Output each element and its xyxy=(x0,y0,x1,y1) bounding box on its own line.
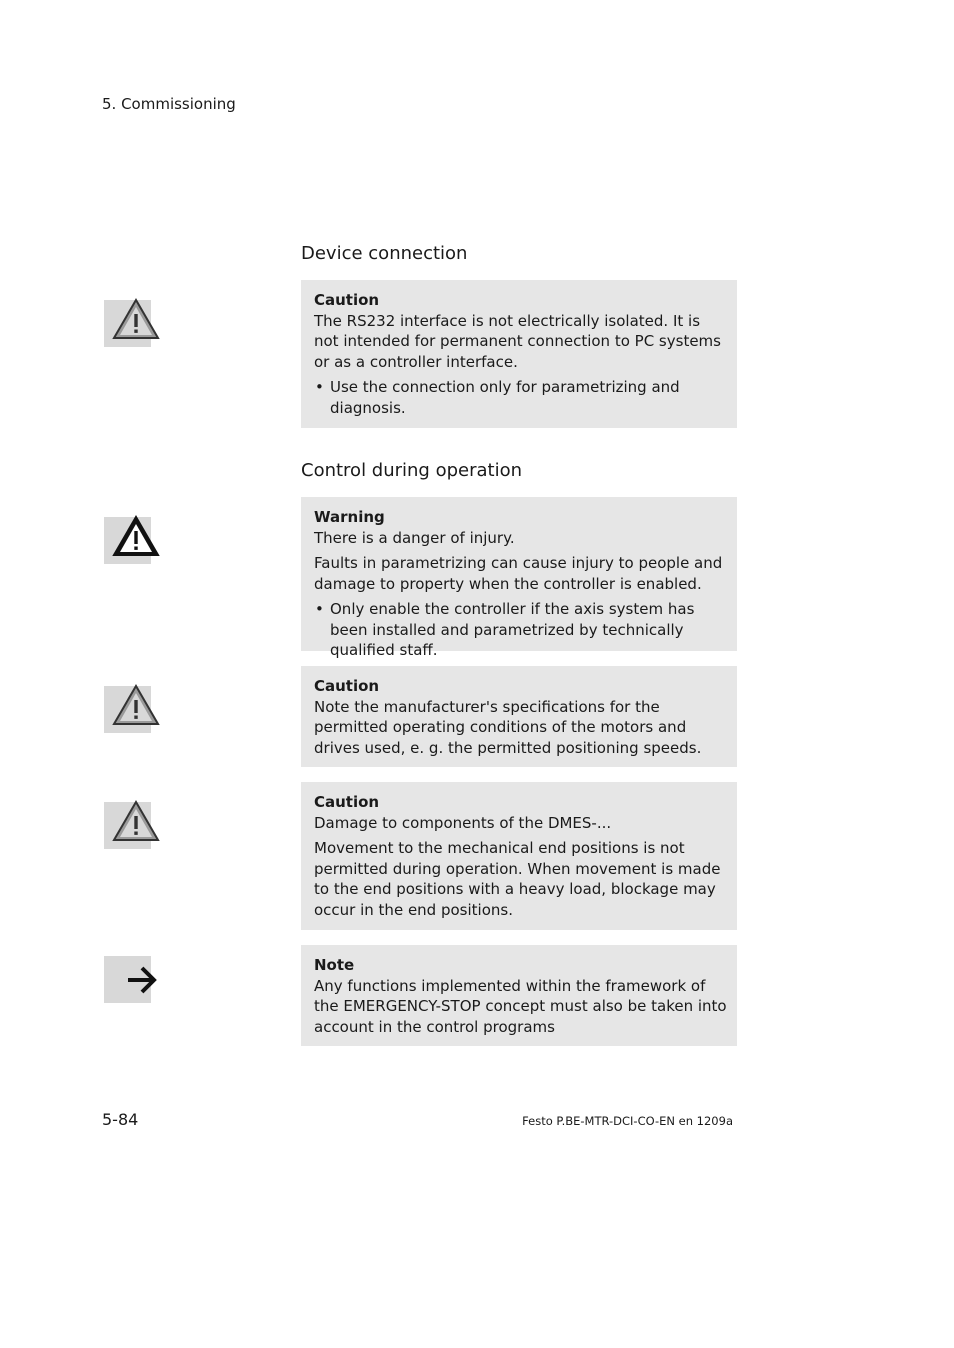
notice-text: Faults in parametrizing can cause injury to people and damage to property when the controller is enabled. xyxy=(314,554,723,593)
caution-triangle-icon xyxy=(104,300,151,347)
notice-text: Movement to the mechanical end positions is not permitted during operation. When movement is made to the end positions with a heavy load, blockage may occur in the end positions. xyxy=(314,839,721,919)
section-title-device-connection: Device connection xyxy=(301,243,468,264)
document-reference: Festo P.BE-MTR-DCI-CO-EN en 1209a xyxy=(522,1114,733,1128)
notice-text: There is a danger of injury. xyxy=(314,528,515,547)
notice-box xyxy=(301,280,737,428)
section-title-control-during-operation: Control during operation xyxy=(301,460,523,481)
page-number: 5-84 xyxy=(102,1110,139,1129)
notice-box xyxy=(301,945,737,1046)
notice-box xyxy=(301,666,737,767)
notice-text: Any functions implemented within the framework of the EMERGENCY-STOP concept must also be taken into account in the control programs xyxy=(314,976,727,1036)
notice-text: The RS232 interface is not electrically isolated. It is not intended for permanent connection to PC systems or as a controller interface. xyxy=(314,311,721,371)
notice-bullet: • Use the connection only for parametrizing and diagnosis. xyxy=(314,377,729,418)
notice-label: Caution xyxy=(314,793,380,811)
chapter-header: 5. Commissioning xyxy=(102,95,236,113)
notice-label: Warning xyxy=(314,508,385,526)
caution-triangle-icon xyxy=(104,686,151,733)
notice-box xyxy=(301,782,737,930)
notice-label: Note xyxy=(314,956,355,974)
warning-triangle-icon xyxy=(104,517,151,564)
notice-label: Caution xyxy=(314,291,380,309)
notice-bullets xyxy=(314,599,729,661)
notice-bullets xyxy=(314,377,729,418)
notice-text: Note the manufacturer's specifications for the permitted operating conditions of the motors and drives used, e. g. the permitted positioning speeds. xyxy=(314,697,702,757)
arrow-right-icon xyxy=(104,956,151,1003)
notice-text: Damage to components of the DMES-... xyxy=(314,813,612,832)
notice-label: Caution xyxy=(314,677,380,695)
notice-box xyxy=(301,497,737,659)
caution-triangle-icon xyxy=(104,802,151,849)
notice-bullet: • Only enable the controller if the axis system has been installed and parametrized by technically qualified staff. xyxy=(314,599,729,661)
